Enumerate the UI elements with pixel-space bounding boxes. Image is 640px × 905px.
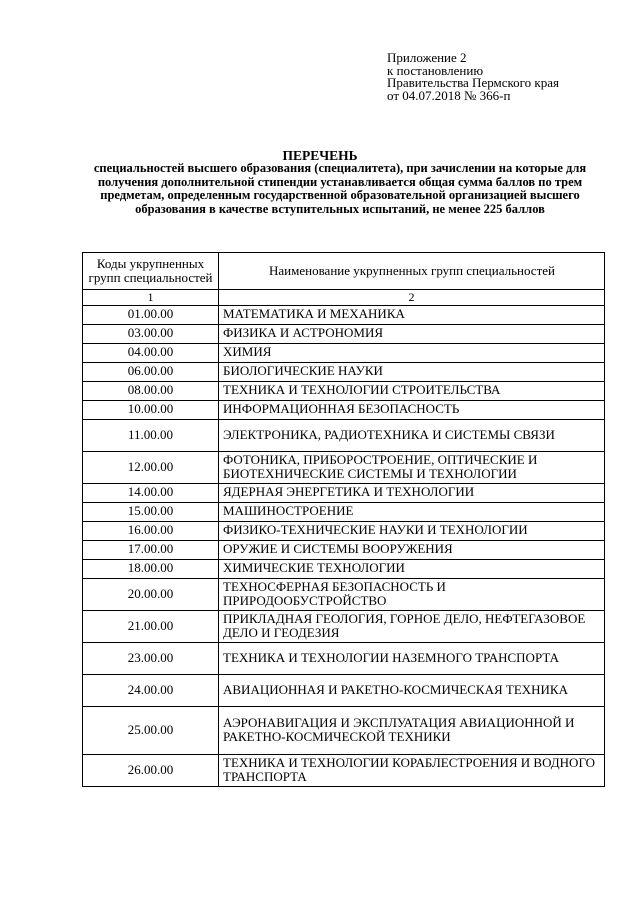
table-row [83,362,605,381]
row-code: 03.00.00 [83,324,219,343]
row-name: МАТЕМАТИКА И МЕХАНИКА [219,305,605,324]
row-code: 15.00.00 [83,502,219,521]
row-name: ФИЗИКА И АСТРОНОМИЯ [219,324,605,343]
row-name: АЭРОНАВИГАЦИЯ И ЭКСПЛУАТАЦИЯ АВИАЦИОННОЙ И РАКЕТНО-КОСМИЧЕСКОЙ ТЕХНИКИ [219,706,605,754]
row-code: 06.00.00 [83,362,219,381]
table-row [83,540,605,559]
table-row [83,419,605,451]
row-name: ЯДЕРНАЯ ЭНЕРГЕТИКА И ТЕХНОЛОГИИ [219,483,605,502]
row-name: МАШИНОСТРОЕНИЕ [219,502,605,521]
table-row [83,706,605,754]
table-row [83,381,605,400]
table-row [83,305,605,324]
document-title: ПЕРЕЧЕНЬ [282,148,358,163]
row-code: 12.00.00 [83,451,219,483]
row-code: 21.00.00 [83,610,219,642]
document-subtitle: специальностей высшего образования (специалитета), при зачислении на которые для получения дополнительной стипендии устанавливается общая сумма баллов по трем предметам, определенным государственной образовательной организацией высшего образования в качестве вступительных испытаний, не менее 225 баллов [93,161,587,216]
row-name: ТЕХНОСФЕРНАЯ БЕЗОПАСНОСТЬ И ПРИРОДООБУСТРОЙСТВО [219,578,605,610]
appendix-line: к постановлению [387,62,484,78]
row-name: ФОТОНИКА, ПРИБОРОСТРОЕНИЕ, ОПТИЧЕСКИЕ И БИОТЕХНИЧЕСКИЕ СИСТЕМЫ И ТЕХНОЛОГИИ [219,451,605,483]
row-name: ПРИКЛАДНАЯ ГЕОЛОГИЯ, ГОРНОЕ ДЕЛО, НЕФТЕГАЗОВОЕ ДЕЛО И ГЕОДЕЗИЯ [219,610,605,642]
row-code: 01.00.00 [83,305,219,324]
table-row [83,754,605,786]
row-code: 24.00.00 [83,674,219,706]
row-name: ТЕХНИКА И ТЕХНОЛОГИИ КОРАБЛЕСТРОЕНИЯ И ВОДНОГО ТРАНСПОРТА [219,754,605,786]
row-name: ТЕХНИКА И ТЕХНОЛОГИИ СТРОИТЕЛЬСТВА [219,381,605,400]
column-number-2: 2 [219,290,605,306]
table-row [83,521,605,540]
row-code: 20.00.00 [83,578,219,610]
row-code: 23.00.00 [83,642,219,674]
table-row [83,400,605,419]
header-code: Коды укрупненных групп специальностей [83,253,219,290]
row-code: 10.00.00 [83,400,219,419]
row-code: 11.00.00 [83,419,219,451]
row-name: АВИАЦИОННАЯ И РАКЕТНО-КОСМИЧЕСКАЯ ТЕХНИКА [219,674,605,706]
appendix-line: Правительства Пермского края [387,75,559,90]
row-code: 26.00.00 [83,754,219,786]
header-name: Наименование укрупненных групп специальностей [219,253,605,290]
row-code: 25.00.00 [83,706,219,754]
row-name: ФИЗИКО-ТЕХНИЧЕСКИЕ НАУКИ И ТЕХНОЛОГИИ [219,521,605,540]
table-row [83,578,605,610]
row-name: ХИМИЧЕСКИЕ ТЕХНОЛОГИИ [219,559,605,578]
specialties-table [82,252,605,787]
table-header-row [83,253,605,290]
appendix-line: Приложение 2 [387,50,467,65]
row-name: ТЕХНИКА И ТЕХНОЛОГИИ НАЗЕМНОГО ТРАНСПОРТА [219,642,605,674]
row-name: ХИМИЯ [219,343,605,362]
appendix-line: от 04.07.2018 № 366-п [387,87,511,103]
row-code: 16.00.00 [83,521,219,540]
row-code: 04.00.00 [83,343,219,362]
table-row [83,674,605,706]
column-number-1: 1 [83,290,219,306]
table-row [83,502,605,521]
column-numbers-row [83,290,605,306]
appendix-block [387,52,559,102]
row-name: БИОЛОГИЧЕСКИЕ НАУКИ [219,362,605,381]
table-row [83,483,605,502]
row-code: 08.00.00 [83,381,219,400]
row-name: ОРУЖИЕ И СИСТЕМЫ ВООРУЖЕНИЯ [219,540,605,559]
table-row [83,610,605,642]
table-row [83,343,605,362]
table-row [83,324,605,343]
row-name: ЭЛЕКТРОНИКА, РАДИОТЕХНИКА И СИСТЕМЫ СВЯЗИ [219,419,605,451]
table-row [83,559,605,578]
row-code: 14.00.00 [83,483,219,502]
row-name: ИНФОРМАЦИОННАЯ БЕЗОПАСНОСТЬ [219,400,605,419]
table-row [83,642,605,674]
row-code: 17.00.00 [83,540,219,559]
row-code: 18.00.00 [83,559,219,578]
table-row [83,451,605,483]
